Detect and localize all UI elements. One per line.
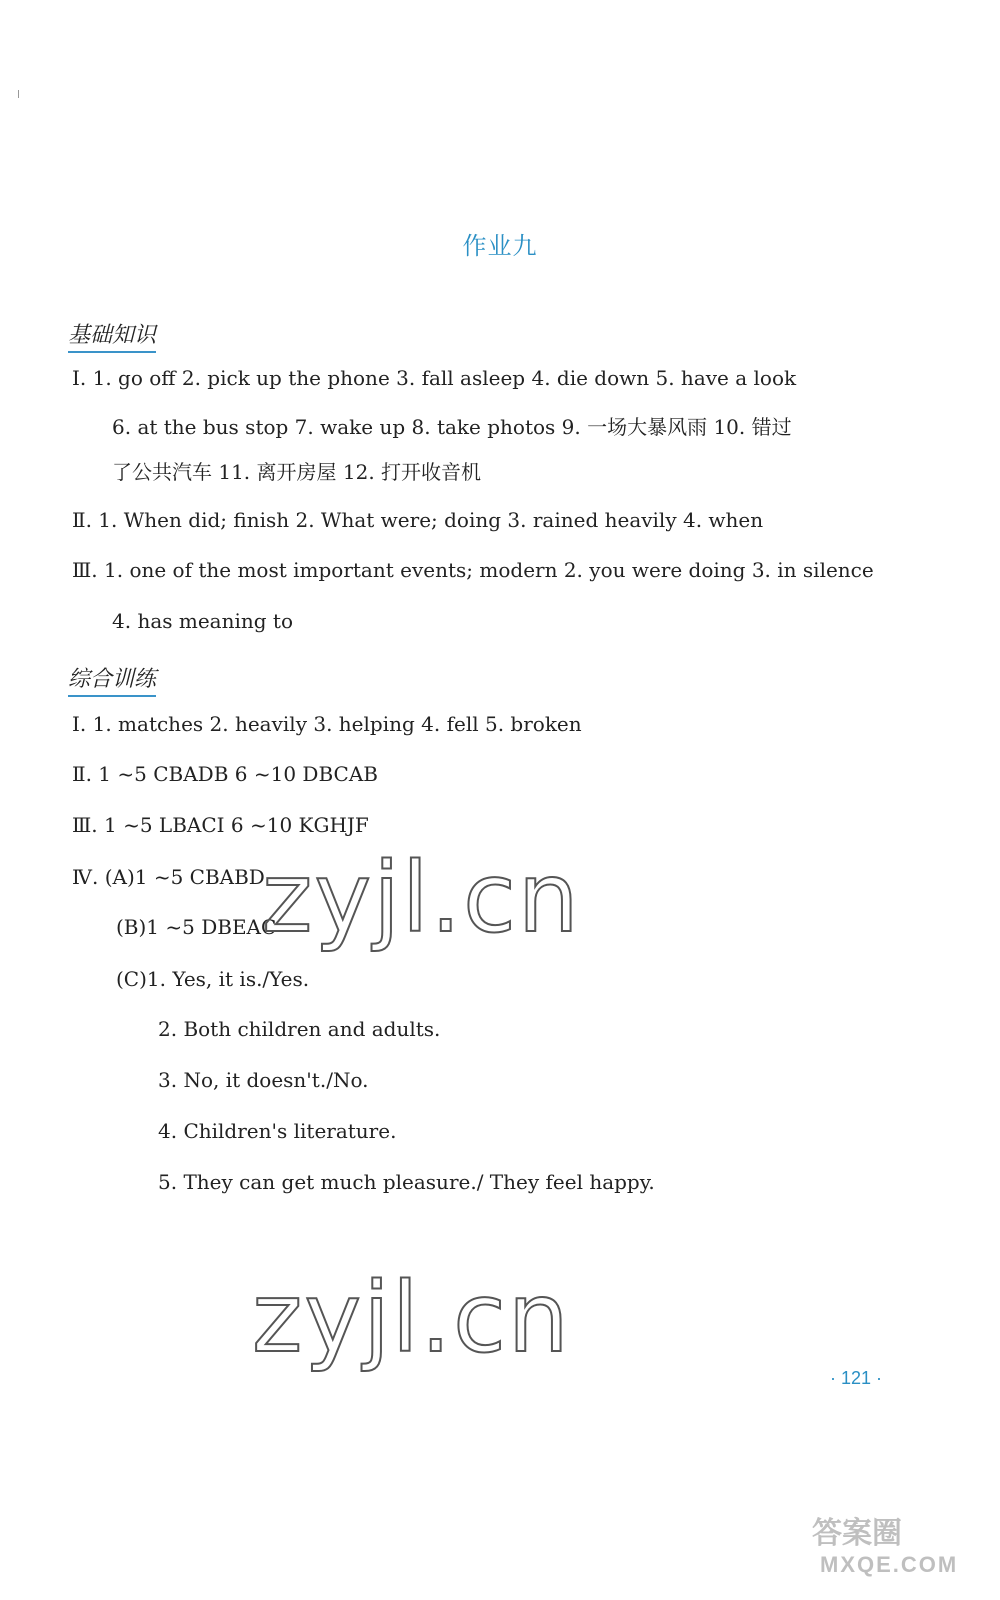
section-heading-practice: 综合训练 [68,662,156,697]
answer-line: 5. They can get much pleasure./ They feel happy. [158,1170,655,1194]
answer-line: Ⅳ. (A)1 ~5 CBABD [72,865,265,889]
answer-line: Ⅰ. 1. go off 2. pick up the phone 3. fall asleep 4. die down 5. have a look [72,366,797,390]
watermark-logo: 答案圈 [812,1517,902,1550]
answer-line: Ⅱ. 1. When did; finish 2. What were; doing 3. rained heavily 4. when [72,508,764,532]
answer-line: Ⅱ. 1 ~5 CBADB 6 ~10 DBCAB [72,762,378,786]
answer-line: Ⅲ. 1 ~5 LBACI 6 ~10 KGHJF [72,813,369,837]
watermark-zyjl: zyjl.cn [262,842,581,954]
answer-line: 3. No, it doesn't./No. [158,1068,369,1092]
page-title: 作业九 [462,232,538,260]
answer-line: 了公共汽车 11. 离开房屋 12. 打开收音机 [112,460,482,484]
answer-line: 2. Both children and adults. [158,1017,441,1041]
answer-line: Ⅰ. 1. matches 2. heavily 3. helping 4. fell 5. broken [72,712,582,736]
answer-line: 4. has meaning to [112,609,293,633]
watermark-zyjl-lower: zyjl.cn [252,1262,571,1374]
answer-line: (B)1 ~5 DBEAC [116,915,277,939]
margin-mark [18,90,19,98]
answer-line: Ⅲ. 1. one of the most important events; modern 2. you were doing 3. in silence [72,558,874,582]
watermark-site: MXQE.COM [820,1552,959,1577]
section-heading-basic: 基础知识 [68,318,156,353]
page-number: · 121 · [830,1368,883,1388]
answer-line: 6. at the bus stop 7. wake up 8. take photos 9. 一场大暴风雨 10. 错过 [112,415,792,439]
answer-line: (C)1. Yes, it is./Yes. [116,967,310,991]
answer-line: 4. Children's literature. [158,1119,397,1143]
